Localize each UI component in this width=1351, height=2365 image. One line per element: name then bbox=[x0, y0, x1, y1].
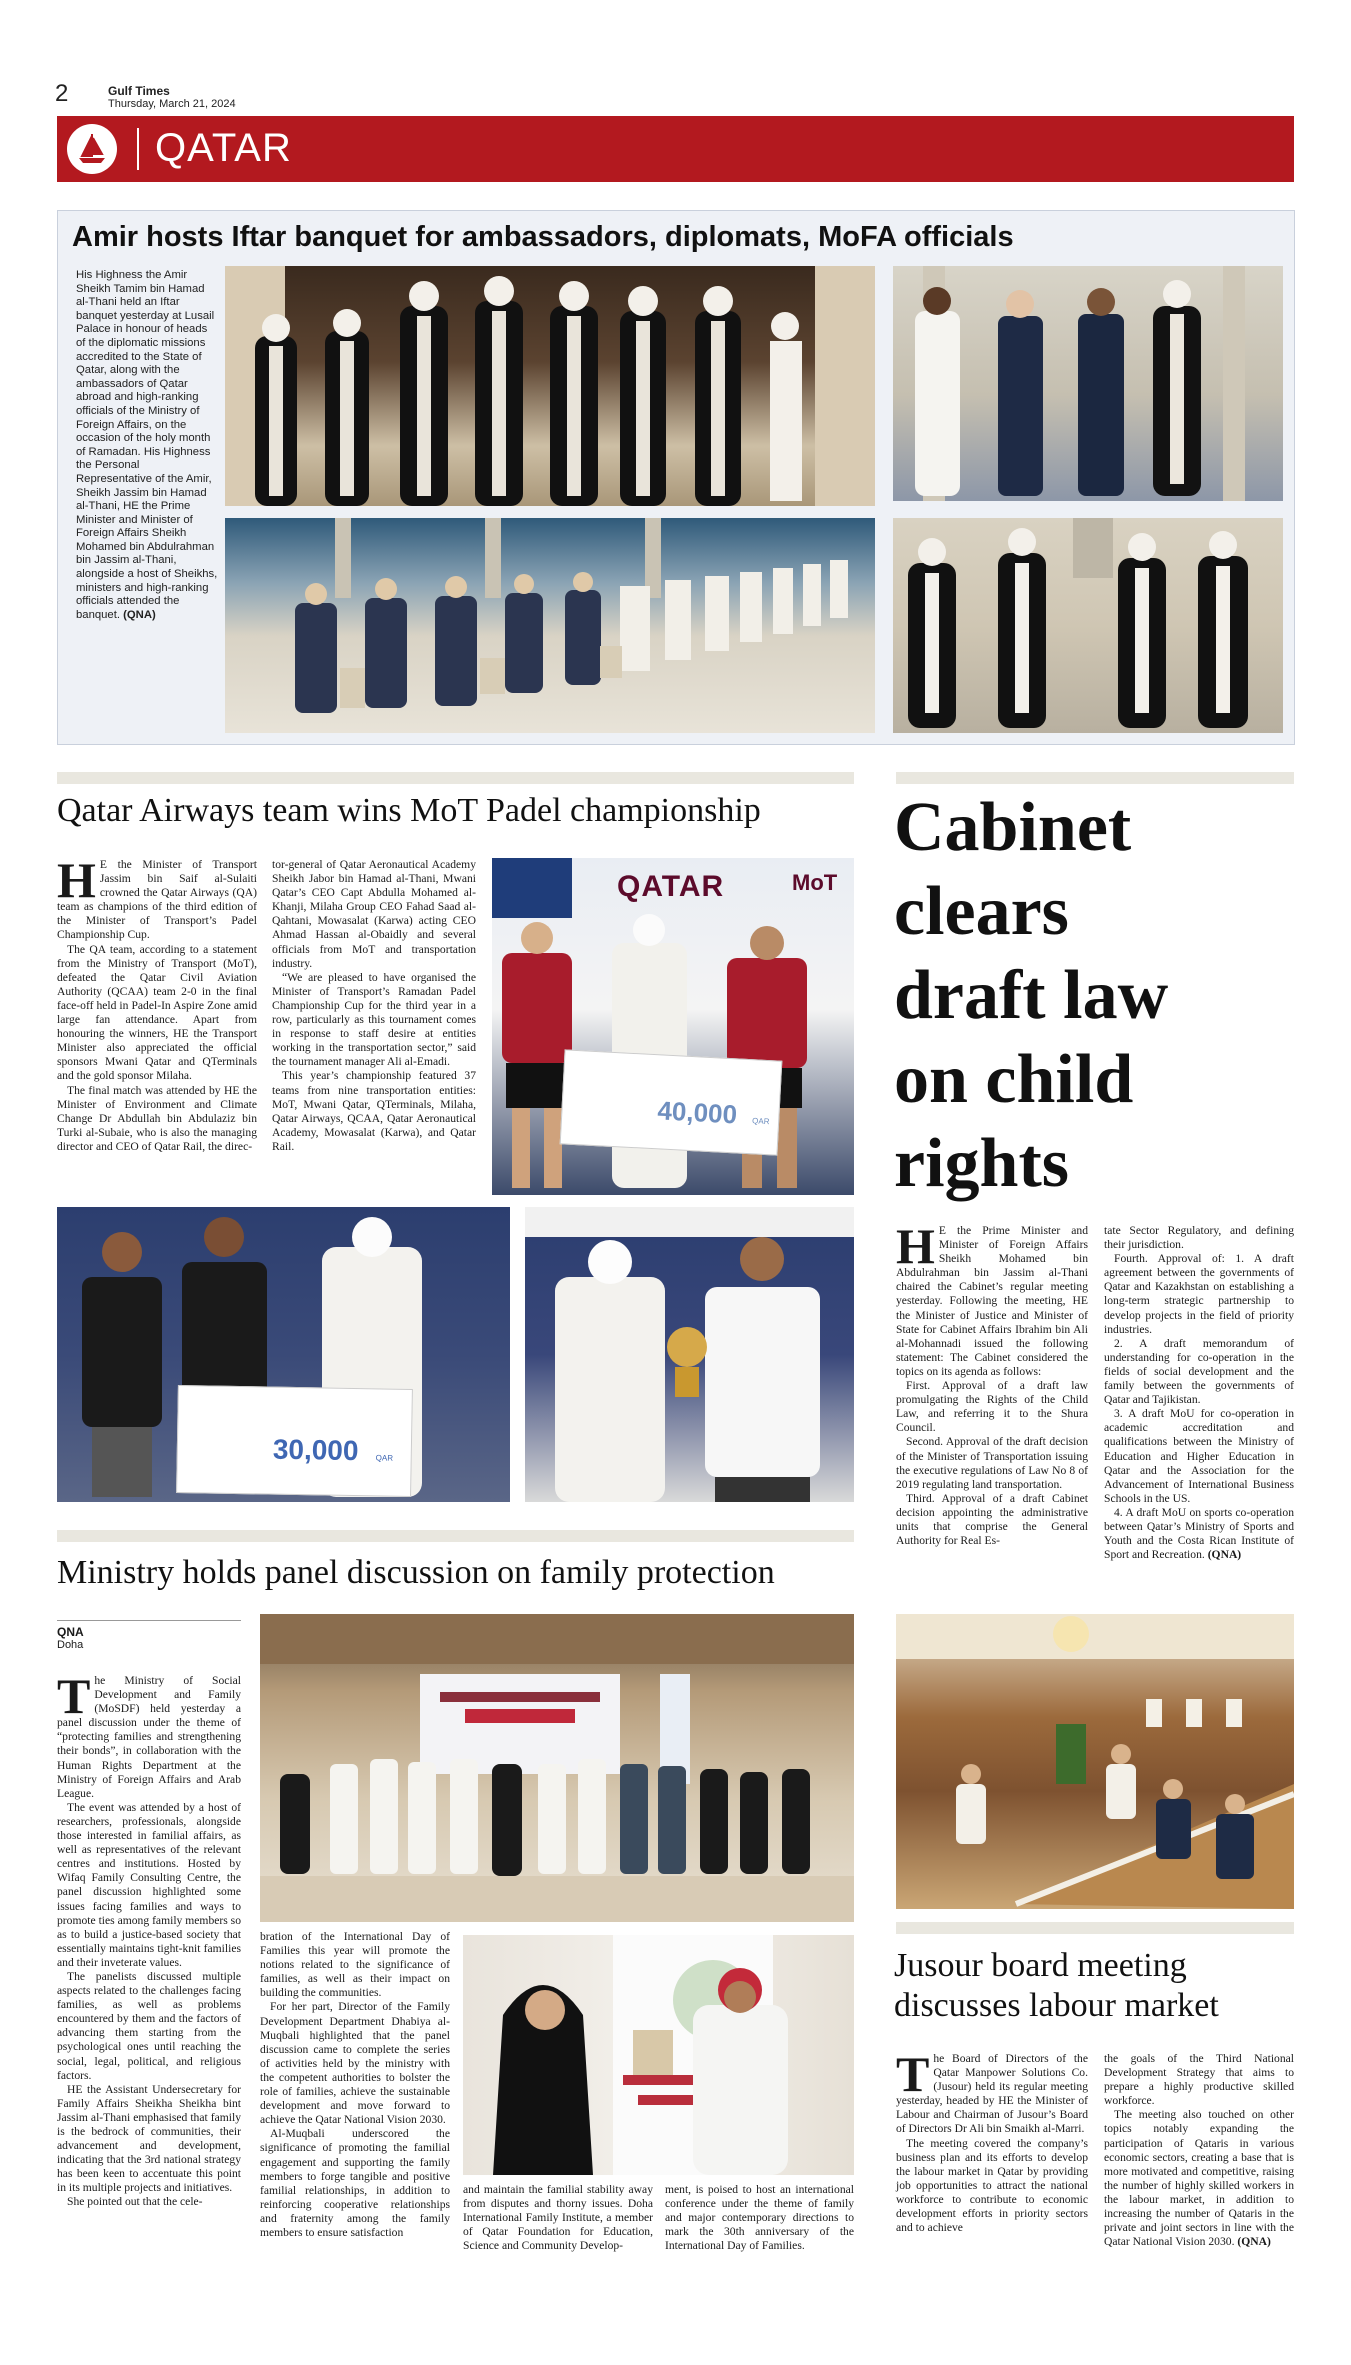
cheque-unit-2: QAR bbox=[375, 1453, 394, 1463]
ministry-para-2: The event was attended by a host of researchers, professionals, alongside those interested in familial affairs, as well as representatives of the relevant centres and institutions. Hosted by Wifaq Family Consulting Centre, the panel discussion highlighted some issues facing families and ways to promote ties among family members so as to build a justice-based society that essentially maintains tight-knit families and their inveterate values. bbox=[57, 1800, 241, 1969]
banner-text: MoT bbox=[792, 870, 838, 895]
cabinet-headline bbox=[894, 786, 1294, 1206]
ministry-col-4 bbox=[665, 2183, 854, 2253]
photo-cabinet-meeting bbox=[896, 1614, 1294, 1909]
cabinet-col-2 bbox=[1104, 1224, 1294, 1562]
padel-para-2: The QA team, according to a statement from the Ministry of Transport (MoT), defeated the Qatar Civil Aviation Authority (QCAA) team 2-0 in the final face-off held in Padel-In Aspire Zone amid large fan attendance. Apart from honouring the winners, HE the Transport Minister also appreciated the official sponsors Mwani Qatar and QTerminals and the gold sponsor Milaha. bbox=[57, 942, 257, 1083]
photo-ministry-panel bbox=[260, 1614, 854, 1922]
paper-name: Gulf Times bbox=[108, 84, 170, 98]
cabinet-headline-line-2: clears bbox=[894, 873, 1069, 950]
cheque-30000 bbox=[176, 1385, 413, 1497]
padel-para-1: E the Minister of Transport Jassim bin Saif al-Sulaiti crowned the Qatar Airways (QA) team as champions of the third edition of the Minister of Transport’s Padel Championship Cup. bbox=[57, 858, 257, 942]
ministry-col-3 bbox=[463, 2183, 653, 2253]
qatar-airways-logo-text: QATAR bbox=[617, 870, 725, 903]
ministry-para-8: Al-Muqbali underscored the significance of promoting the familial engagement and supporting the family members to forge tangible and positive familial relationships, in addition to reinforcing cooperative relationships and fraternity among the family members to ensure satisfaction bbox=[260, 2127, 450, 2239]
ministry-para-7: For her part, Director of the Family Development Department Dhabiya al-Muqbali highlighted that the panel discussion came to complete the series of activities held by the ministry with the competent authorities to bolster the role of families, achieve the sustainable development and move forward to achieve the Qatar National Vision 2030. bbox=[260, 2000, 450, 2127]
photo-padel-winners bbox=[492, 858, 854, 1195]
amir-headline: Amir hosts Iftar banquet for ambassadors, diplomats, MoFA officials bbox=[72, 221, 1014, 253]
ministry-para-3: The panelists discussed multiple aspects related to the challenges facing families, as well as problems encountered by them and the factors of advancing them starting from the psychological ones until reaching the social, legal, political, and religious factors. bbox=[57, 1969, 241, 2082]
jusour-col-1 bbox=[896, 2046, 1088, 2235]
cheque-40000 bbox=[560, 1049, 783, 1155]
amir-caption-credit: (QNA) bbox=[123, 608, 156, 621]
banner-divider bbox=[137, 128, 139, 170]
ministry-para-4: HE the Assistant Undersecretary for Family Affairs Sheikha Sheikha bint Jassim al-Thani emphasised that family is the bedrock of communities, their advancement and development, indicating that the 3rd national strategy has been keen to accentuate this point in its multiple projects and initiatives. bbox=[57, 2082, 241, 2195]
ministry-para-9: and maintain the familial stability away from disputes and thorny issues. Doha International Family Institute, a member of Qatar Foundation for Education, Science and Community Develop- bbox=[463, 2183, 653, 2253]
cheque-amount-2: 30,000 bbox=[272, 1433, 359, 1467]
page-number: 2 bbox=[55, 80, 69, 107]
jusour-para-3: the goals of the Third National Development Strategy that aims to prepare a highly productive skilled workforce. bbox=[1104, 2052, 1294, 2108]
cabinet-credit: (QNA) bbox=[1207, 1548, 1242, 1562]
ministry-col-2 bbox=[260, 1930, 450, 2240]
ministry-para-1: he Ministry of Social Development and Family (MoSDF) held yesterday a panel discussion under the theme of “protecting families and strengthening their bonds”, in collaboration with the Human Rights Department at the Ministry of Foreign Affairs and Arab League. bbox=[57, 1674, 241, 1800]
section-banner bbox=[57, 116, 1294, 182]
cabinet-para-6: Fourth. Approval of: 1. A draft agreement between the governments of Qatar and Kazakhstan on establishing a long-term strategic partnership to develop projects in the field of priority industries. bbox=[1104, 1252, 1294, 1336]
issue-date: Thursday, March 21, 2024 bbox=[108, 98, 236, 110]
byline-agency: QNA bbox=[57, 1625, 84, 1639]
jusour-para-1: he Board of Directors of the Qatar Manpower Solutions Co. (Jusour) held its regular meeting yesterday, headed by HE the Minister of Labour and Chairman of Jusour’s Board of Directors Dr Ali bin Smaikh al-Marri. bbox=[896, 2052, 1088, 2136]
cabinet-para-9: 4. A draft MoU on sports co-operation between Qatar’s Ministry of Sports and Youth and the Costa Rican Institute of Sport and Recreation. bbox=[1104, 1505, 1294, 1562]
photo-padel-runners-up bbox=[57, 1207, 510, 1502]
jusour-headline-line-2: discusses labour market bbox=[894, 1987, 1219, 2024]
cabinet-headline-line-5: rights bbox=[894, 1125, 1069, 1202]
amir-feature-box bbox=[57, 210, 1295, 745]
cabinet-col-1 bbox=[896, 1218, 1088, 1548]
cabinet-headline-line-1: Cabinet bbox=[894, 789, 1132, 866]
cheque-amount: 40,000 bbox=[656, 1095, 738, 1130]
ministry-para-5: She pointed out that the cele- bbox=[67, 2195, 203, 2209]
ministry-para-10: ment, is poised to host an international conference under the theme of family and major contemporary directions to mark the 30th anniversary of the International Day of Families. bbox=[665, 2183, 854, 2253]
cabinet-para-1: E the Prime Minister and Minister of Foreign Affairs Sheikh Mohamed bin Abdulrahman bin Jassim al-Thani chaired the Cabinet’s regular meeting yesterday. Following the meeting, HE the Minister of Justice and Minister of State for Cabinet Affairs Ibrahim bin Ali al-Mohannadi issued the following statement: The Cabinet considered the topics on its agenda as follows: bbox=[896, 1224, 1088, 1378]
cheque-unit: QAR bbox=[751, 1116, 770, 1127]
padel-headline: Qatar Airways team wins MoT Padel championship bbox=[57, 792, 761, 829]
jusour-headline bbox=[894, 1946, 1294, 2026]
cabinet-headline-line-3: draft law bbox=[894, 957, 1169, 1034]
ministry-top-rule bbox=[57, 1530, 854, 1542]
padel-col-1 bbox=[57, 852, 257, 1154]
ministry-headline: Ministry holds panel discussion on family protection bbox=[57, 1554, 775, 1591]
cabinet-para-8: 3. A draft MoU for co-operation in academic accreditation and qualifications between the Ministry of Education and Higher Education in Qatar and the Association for the Advancement of International Business Schools in the US. bbox=[1104, 1407, 1294, 1505]
photo-ministry-award bbox=[463, 1935, 854, 2175]
photo-amir-diplomats bbox=[893, 266, 1283, 501]
jusour-drop-cap: T bbox=[896, 2046, 930, 2102]
jusour-credit: (QNA) bbox=[1237, 2235, 1271, 2249]
padel-para-5: “We are pleased to have organised the Minister of Transport’s Ramadan Padel Championship Cup for the third year in a row, particularly as this tournament comes in response to staff desire at entities working in the transportation sector,” said the tournament manager Ali al-Emadi. bbox=[272, 970, 476, 1069]
cabinet-drop-cap: H bbox=[896, 1218, 935, 1274]
photo-padel-trophy bbox=[525, 1207, 854, 1502]
photo-amir-hall bbox=[225, 518, 875, 733]
photo-amir-group bbox=[225, 266, 875, 506]
cabinet-para-3: Second. Approval of the draft decision of the Minister of Transportation issuing the executive regulations of Law No 8 of 2019 regulating land transportation. bbox=[896, 1435, 1088, 1491]
ministry-drop-cap: T bbox=[57, 1668, 91, 1724]
byline-place: Doha bbox=[57, 1639, 84, 1651]
ministry-byline bbox=[57, 1620, 241, 1651]
cabinet-para-5: tate Sector Regulatory, and defining their jurisdiction. bbox=[1104, 1224, 1294, 1252]
jusour-headline-line-1: Jusour board meeting bbox=[894, 1947, 1187, 1984]
padel-para-3: The final match was attended by HE the Minister of Environment and Climate Change Dr Abdullah bin Abdulaziz bin Turki al-Subaie, who is also the managing director and CEO of Qatar Rail, the direc- bbox=[57, 1083, 257, 1153]
padel-para-4: tor-general of Qatar Aeronautical Academy Sheikh Jabor bin Hamad al-Thani, Mwani Qatar’s CEO Capt Abdulla Mohamed al-Khanji, Milaha Group CEO Fahad Saad al-Qahtani, Mowasalat (Karwa) acting CEO Ahmad Hassan al-Obaidly and several officials from MoT and transportation industry. bbox=[272, 858, 476, 970]
cabinet-para-4: Third. Approval of a draft Cabinet decision appointing the administrative units that comprise the General Authority for Real Es- bbox=[896, 1491, 1088, 1548]
section-title: QATAR bbox=[155, 126, 292, 170]
ministry-col-1 bbox=[57, 1668, 241, 2210]
photo-amir-officials bbox=[893, 518, 1283, 733]
padel-col-2 bbox=[272, 858, 476, 1154]
cabinet-headline-line-4: on child bbox=[894, 1041, 1134, 1118]
jusour-para-4: The meeting also touched on other topics notably expanding the participation of Qataris in various economic sectors, creating a base that is more motivated and competitive, raising the number of highly skilled workers in the labour market, in addition to increasing the number of Qataris in the private and joint sectors in line with the Qatar National Vision 2030. bbox=[1104, 2108, 1294, 2249]
amir-caption bbox=[76, 269, 218, 622]
amir-caption-text: His Highness the Amir Sheikh Tamim bin Hamad al-Thani held an Iftar banquet yesterday at Lusail Palace in honour of heads of the diplomatic missions accredited to the State of Qatar, along with the ambassadors of Qatar abroad and high-ranking officials of the Ministry of Foreign Affairs, on the occasion of the holy month of Ramadan. His Highness the Personal Representative of the Amir, Sheikh Jassim bin Hamad al-Thani, HE the Prime Minister and Minister of Foreign Affairs Sheikh Mohamed bin Abdulrahman bin Jassim al-Thani, alongside a host of Sheikhs, ministers and high-ranking officials attended the banquet. bbox=[76, 269, 218, 621]
cabinet-para-2: First. Approval of a draft law promulgating the Rights of the Child Law, and referring it to the Shura Council. bbox=[896, 1379, 1088, 1435]
jusour-col-2 bbox=[1104, 2052, 1294, 2249]
padel-top-rule bbox=[57, 772, 854, 784]
cabinet-para-7: 2. A draft memorandum of understanding for co-operation in the fields of social development and the family between the governments of Qatar and Tajikistan. bbox=[1104, 1336, 1294, 1407]
ministry-para-6: bration of the International Day of Families this year will promote the notions related to the significance of families, as well as their impact on building the communities. bbox=[260, 1930, 450, 2000]
jusour-para-2: The meeting covered the company’s business plan and its efforts to develop the labour market in Qatar by providing job opportunities to attract the national workforce to contribute to economic development efforts in priority sectors and to achieve bbox=[896, 2136, 1088, 2235]
padel-drop-cap: H bbox=[57, 852, 96, 908]
padel-para-6: This year’s championship featured 37 teams from nine transportation entities: MoT, Mwani Qatar, QTerminals, Milaha, Qatar Airways, QCAA, Qatar Aeronautical Academy, Mowasalat (Karwa), and Qatar Rail. bbox=[272, 1069, 476, 1153]
cabinet-top-rule bbox=[896, 772, 1294, 784]
jusour-top-rule bbox=[896, 1922, 1294, 1934]
dhow-logo-icon bbox=[67, 124, 117, 174]
